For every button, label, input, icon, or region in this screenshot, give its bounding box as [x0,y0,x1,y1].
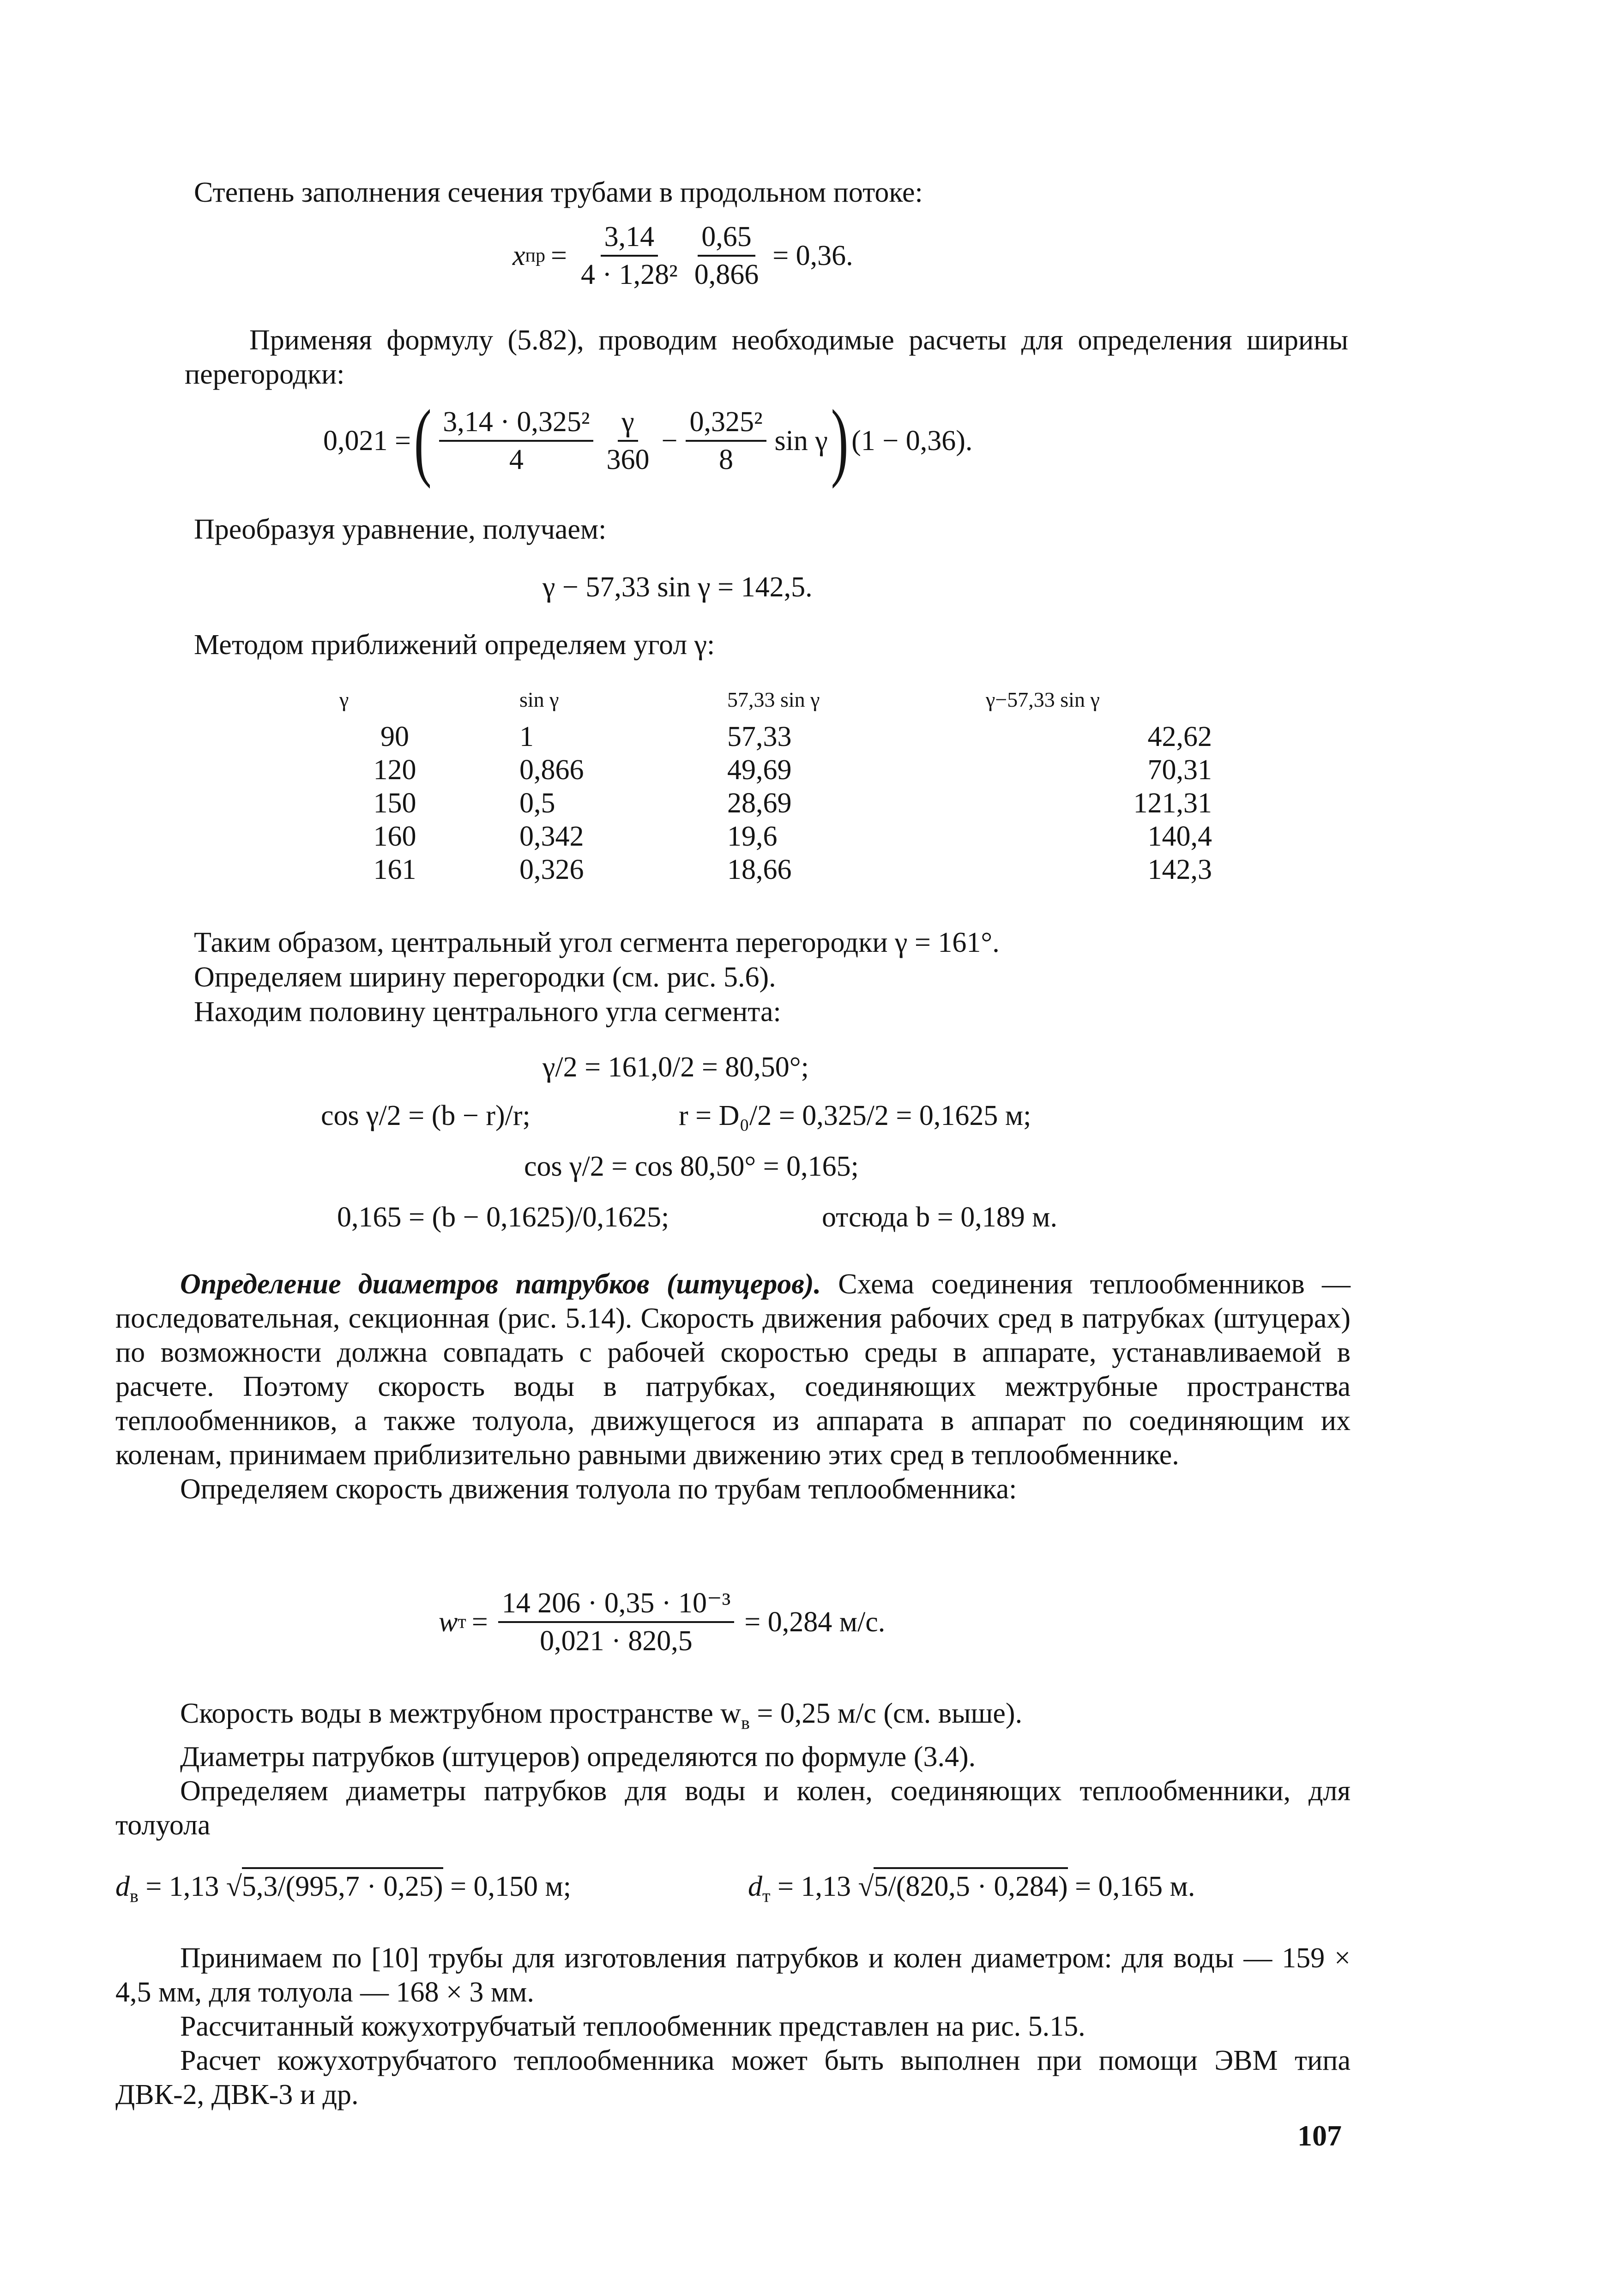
sentence-central-angle: Таким образом, центральный угол сегмента перегородки γ = 161°. [194,927,1000,958]
table-row [339,787,1235,820]
sentence-water-speed: Скорость воды в межтрубном пространстве w [180,1698,741,1729]
table-cell: 28,69 [727,787,792,819]
paragraph-conclusion [115,1941,1351,2112]
table-cell: 160 [373,821,416,852]
table-cell: 90 [380,721,409,752]
table-header-diff: γ−57,33 sin γ [986,687,1100,711]
table-header-row [339,679,1235,720]
table-cell: 0,5 [519,787,555,819]
paragraph-water-speed [115,1696,1351,1842]
sentence-pipes: Принимаем по [10] трубы для изготовления патрубков и колен диаметром: для воды — 159 × 4,5 мм, для толуола — 168 × 3 мм. [115,1942,1351,2008]
eq8-lhs: w [439,1606,458,1638]
table-cell: 120 [373,754,416,786]
equation-x-pr [513,222,853,290]
table-cell: 18,66 [727,854,792,885]
sentence-half-angle: Находим половину центрального угла сегмента: [194,996,781,1028]
approximation-table [339,679,1235,886]
table-row [339,720,1235,753]
eq9a-post: = 0,150 м; [443,1871,571,1902]
equation-b-value: отсюда b = 0,189 м. [822,1202,1057,1233]
sentence-figure: Рассчитанный кожухотрубчатый теплообменник представлен на рис. 5.15. [180,2011,1085,2042]
eq2-rparen: ) [831,392,849,489]
paragraph-apply-formula [185,323,1348,391]
table-cell: 150 [373,787,416,819]
eq1-rhs: = 0,36. [772,240,853,271]
equation-b-relation: 0,165 = (b − 0,1625)/0,1625; [337,1202,669,1233]
eq9a-radicand: 5,3/(995,7 · 0,25) [242,1867,443,1902]
sentence-fill-degree: Степень заполнения сечения трубами в продольном потоке: [194,177,923,208]
equation-half-gamma: γ/2 = 161,0/2 = 80,50°; [543,1052,809,1083]
table-cell: 1 [519,721,534,752]
eq9a-mid: = 1,13 √ [138,1871,242,1902]
eq2-n3: 0,325² [686,407,766,442]
equation-cos-relation: cos γ/2 = (b − r)/r; [321,1100,531,1131]
page-number: 107 [1297,2119,1342,2152]
eq8-rhs: = 0,284 м/с. [744,1606,886,1638]
table-row [339,820,1235,853]
equation-water-diameter [115,1869,571,1913]
eq2-lhs: 0,021 = [323,425,411,457]
eq2-frac2 [603,407,653,475]
table-cell: 0,326 [519,854,584,885]
eq8-eq: = [471,1606,488,1638]
table-cell: 0,342 [519,821,584,852]
water-speed-sub: в [741,1712,750,1733]
eq9b-pre: d [748,1871,762,1902]
eq2-lparen: ( [414,392,432,489]
table-row [339,853,1235,886]
table-header-sin: sin γ [519,687,559,711]
eq9b-mid: = 1,13 √ [770,1871,874,1902]
eq9b-post: = 0,165 м. [1067,1871,1195,1902]
sentence-width: Определяем ширину перегородки (см. рис. 5.6). [194,962,776,993]
eq2-d1: 4 [509,444,524,475]
eq1-frac2 [691,222,763,290]
table-cell: 19,6 [727,821,778,852]
eq1-n1: 3,14 [601,222,658,257]
equation-gamma: γ − 57,33 sin γ = 142,5. [543,571,813,603]
table-cell: 70,31 [1147,754,1212,786]
equation-width [323,392,973,489]
eq8-frac [498,1588,735,1656]
eq1-frac1 [577,222,681,290]
heading-nozzle-diameters: Определение диаметров патрубков (штуцеров). [180,1268,821,1300]
equation-cos-value: cos γ/2 = cos 80,50° = 0,165; [524,1151,859,1182]
table-cell: 161 [373,854,416,885]
eq2-frac1 [439,407,593,475]
eq9a-pre: d [115,1871,130,1902]
eq1-n2: 0,65 [698,222,755,257]
table-header-57sin: 57,33 sin γ [727,687,820,711]
sentence-transform: Преобразуя уравнение, получаем: [194,514,607,545]
table-cell: 49,69 [727,754,792,786]
table-cell: 142,3 [1147,854,1212,885]
sentence-apply-formula: Применяя формулу (5.82), проводим необходимые расчеты для определения ширины перегородки: [185,325,1348,390]
paragraph-nozzle-text: Схема соединения теплообменников — последовательная, секционная (рис. 5.14). Скорость движения рабочих сред в патрубках (штуцерах) по возможности должна совпадать с рабочей скоростью среды в аппарате, устанавливаемой в расчете. Поэтому скорость воды в патрубках, соединяющих межтрубные пространства теплообменников, а также толуола, движущегося из аппарата в аппарат по соединяющим их коленам, принимаем приблизительно равными движению этих сред в теплообменнике. [115,1268,1351,1471]
sentence-diameter-formula: Диаметры патрубков (штуцеров) определяются по формуле (3.4). [180,1741,976,1773]
eq9b-radicand: 5/(820,5 · 0,284) [874,1867,1067,1902]
sentence-approximation: Методом приближений определяем угол γ: [194,629,715,661]
table-cell: 121,31 [1133,787,1212,819]
eq1-eq: = [551,240,567,271]
sentence-toluene-speed: Определяем скорость движения толуола по трубам теплообменника: [180,1473,1017,1505]
eq1-d1: 4 · 1,28² [580,259,678,290]
eq9b-sub: т [762,1885,771,1906]
eq8-lhs-sub: т [458,1611,466,1633]
water-speed-value: = 0,25 м/с (см. выше). [749,1698,1023,1729]
eq1-lhs-sub: пр [525,245,546,266]
table-header-gamma: γ [339,687,349,711]
sentence-diameter-compute: Определяем диаметры патрубков для воды и колен, соединяющих теплообменники, для толуола [115,1775,1351,1841]
eq2-frac3 [686,407,766,475]
table-cell: 57,33 [727,721,792,752]
table-row [339,753,1235,787]
equation-toluene-velocity [439,1588,885,1656]
eq9a-sub: в [130,1885,139,1906]
eq2-n1: 3,14 · 0,325² [439,407,593,442]
sentence-computer: Расчет кожухотрубчатого теплообменника может быть выполнен при помощи ЭВМ типа ДВК-2, ДВК-3 и др. [115,2045,1351,2110]
eq2-tail: (1 − 0,36). [851,425,973,457]
eq2-minus: − [661,425,678,457]
eq8-num: 14 206 · 0,35 · 10⁻³ [498,1588,735,1623]
table-cell: 0,866 [519,754,584,786]
table-cell: 42,62 [1147,721,1212,752]
equation-radius: r = D₀/2 = 0,325/2 = 0,1625 м; [679,1100,1031,1131]
equation-toluene-diameter [748,1869,1195,1913]
table-cell: 140,4 [1147,821,1212,852]
eq2-sin: sin γ [774,425,828,457]
eq1-d2: 0,866 [694,259,759,290]
eq8-den: 0,021 · 820,5 [540,1625,693,1657]
eq2-n2: γ [618,407,638,442]
paragraph-nozzle-diameters [115,1267,1351,1506]
eq2-d2: 360 [606,444,650,475]
eq1-lhs: x [513,240,525,271]
eq2-d3: 8 [719,444,733,475]
